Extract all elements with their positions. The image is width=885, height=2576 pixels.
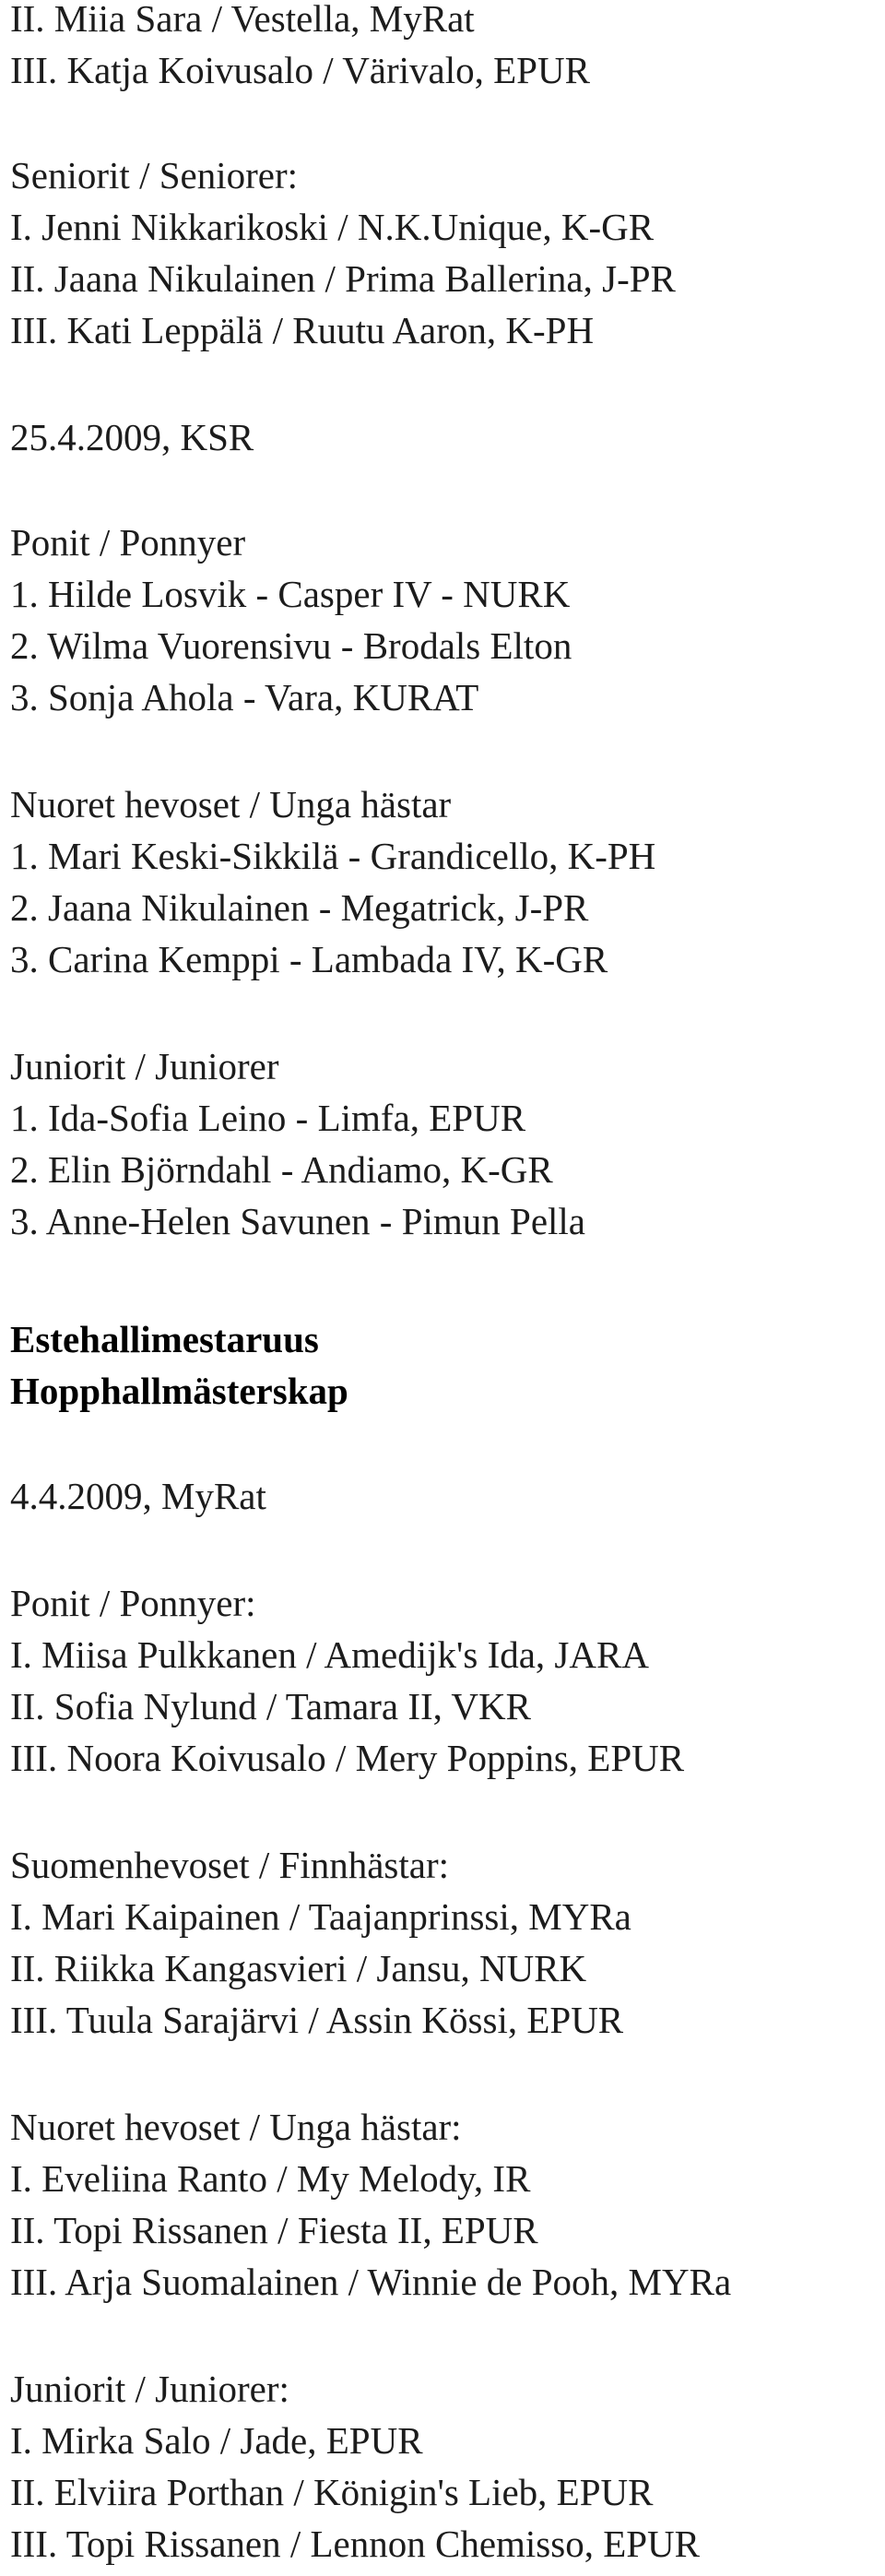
result-line: I. Jenni Nikkarikoski / N.K.Unique, K-GR (10, 206, 655, 248)
result-line: 1. Ida-Sofia Leino - Limfa, EPUR (10, 1097, 526, 1139)
event-date: 4.4.2009, MyRat (10, 1475, 266, 1517)
result-line: 3. Carina Kemppi - Lambada IV, K-GR (10, 938, 608, 980)
result-line: II. Jaana Nikulainen / Prima Ballerina, J-PR (10, 257, 676, 300)
result-line: III. Noora Koivusalo / Mery Poppins, EPUR (10, 1737, 685, 1779)
category-heading: Suomenhevoset / Finnhästar: (10, 1844, 450, 1886)
result-line: III. Katja Koivusalo / Värivalo, EPUR (10, 49, 590, 91)
result-line: I. Miisa Pulkkanen / Amedijk's Ida, JARA (10, 1633, 649, 1676)
result-line: II. Sofia Nylund / Tamara II, VKR (10, 1685, 531, 1727)
category-heading: Ponit / Ponnyer: (10, 1582, 256, 1624)
event-date: 25.4.2009, KSR (10, 416, 254, 458)
result-line: III. Topi Rissanen / Lennon Chemisso, EPUR (10, 2523, 701, 2565)
result-line: 2. Elin Björndahl - Andiamo, K-GR (10, 1148, 553, 1191)
result-line: III. Kati Leppälä / Ruutu Aaron, K-PH (10, 309, 595, 351)
category-heading: Nuoret hevoset / Unga hästar: (10, 2106, 462, 2148)
category-heading: Juniorit / Juniorer (10, 1045, 279, 1087)
category-heading: Juniorit / Juniorer: (10, 2368, 289, 2410)
result-line: 2. Wilma Vuorensivu - Brodals Elton (10, 624, 572, 667)
result-line: I. Eveliina Ranto / My Melody, IR (10, 2157, 531, 2200)
result-line: 3. Anne-Helen Savunen - Pimun Pella (10, 1200, 586, 1242)
result-line: III. Arja Suomalainen / Winnie de Pooh, MYRa (10, 2261, 732, 2303)
result-line: III. Tuula Sarajärvi / Assin Kössi, EPUR (10, 1999, 624, 2041)
category-heading: Ponit / Ponnyer (10, 521, 246, 564)
result-line: II. Topi Rissanen / Fiesta II, EPUR (10, 2209, 538, 2251)
category-heading: Seniorit / Seniorer: (10, 154, 299, 196)
result-line: 2. Jaana Nikulainen - Megatrick, J-PR (10, 886, 589, 929)
result-line: 1. Mari Keski-Sikkilä - Grandicello, K-PH (10, 835, 656, 877)
result-line: I. Mari Kaipainen / Taajanprinssi, MYRa (10, 1895, 631, 1938)
result-line: I. Mirka Salo / Jade, EPUR (10, 2419, 423, 2462)
result-line: II. Elviira Porthan / Königin's Lieb, EPUR (10, 2471, 654, 2513)
result-line: 1. Hilde Losvik - Casper IV - NURK (10, 573, 571, 615)
section-title: Estehallimestaruus (10, 1318, 319, 1360)
category-heading: Nuoret hevoset / Unga hästar (10, 783, 452, 825)
result-line: II. Riikka Kangasvieri / Jansu, NURK (10, 1947, 587, 1989)
section-title-swedish: Hopphallmästerskap (10, 1370, 348, 1412)
result-line: 3. Sonja Ahola - Vara, KURAT (10, 676, 479, 718)
result-line: II. Miia Sara / Vestella, MyRat (10, 0, 475, 40)
